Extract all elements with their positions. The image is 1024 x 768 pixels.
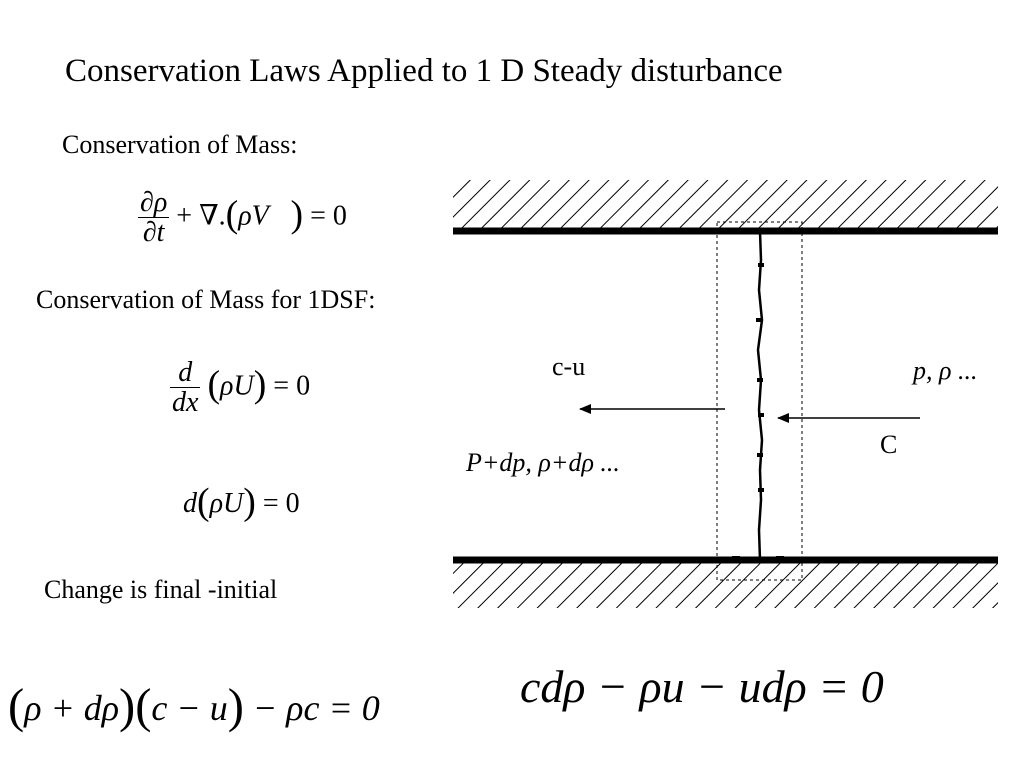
equation-rhs: = 0 [262,488,300,519]
heading-conservation-of-mass: Conservation of Mass: [62,130,298,159]
label-downstream-state: P+dp, ρ+dρ ... [466,448,620,477]
duct-wave-diagram [440,170,1010,620]
differential-mass-equation: d(ρU) = 0 [183,481,300,523]
derivative-fraction [170,358,200,418]
equation-remainder: − ρc = 0 [252,688,380,728]
differential-operator: d [183,488,197,519]
density-sum-term: ρ + dρ [24,688,120,728]
lower-wall-hatch [453,560,998,608]
continuity-equation: $\frac{\partial\rho}{\partial t}$ + ∇.(ρV⃗) = 0 [140,187,347,249]
expanded-mass-balance-equation: (ρ + dρ)(c − u) − ρc = 0 [8,679,380,733]
heading-change-is-final-initial: Change is final -initial [44,575,278,604]
equation-rhs: = 0 [273,370,311,402]
fraction-denominator: ∂t [142,217,165,249]
mass-flux-term: ρV⃗ [238,200,291,232]
divergence-operator: + ∇. [176,200,226,232]
heading-conservation-of-mass-1dsf: Conservation of Mass for 1DSF: [36,285,376,314]
fraction-numerator: ∂ρ [140,187,168,218]
velocity-difference-term: c − u [151,688,228,728]
one-d-mass-equation: $\frac{d}{dx}$ (ρU) = 0 [172,357,311,419]
slide-title: Conservation Laws Applied to 1 D Steady disturbance [65,53,783,89]
simplified-mass-balance-equation: cdρ − ρu − udρ = 0 [520,661,884,712]
shock-wave-front [758,232,762,560]
label-c-minus-u: c-u [552,352,586,381]
fraction-numerator: d [170,358,200,388]
fraction-denominator: dx [172,387,199,419]
mass-flux-term: ρU [209,488,244,519]
equation-rhs: = 0 [310,200,347,232]
mass-flux-term: ρU [220,370,254,402]
label-c: C [880,430,898,459]
label-upstream-state: p, ρ ... [913,356,978,385]
partial-fraction [138,188,169,248]
shock-front-ticks [732,232,784,558]
